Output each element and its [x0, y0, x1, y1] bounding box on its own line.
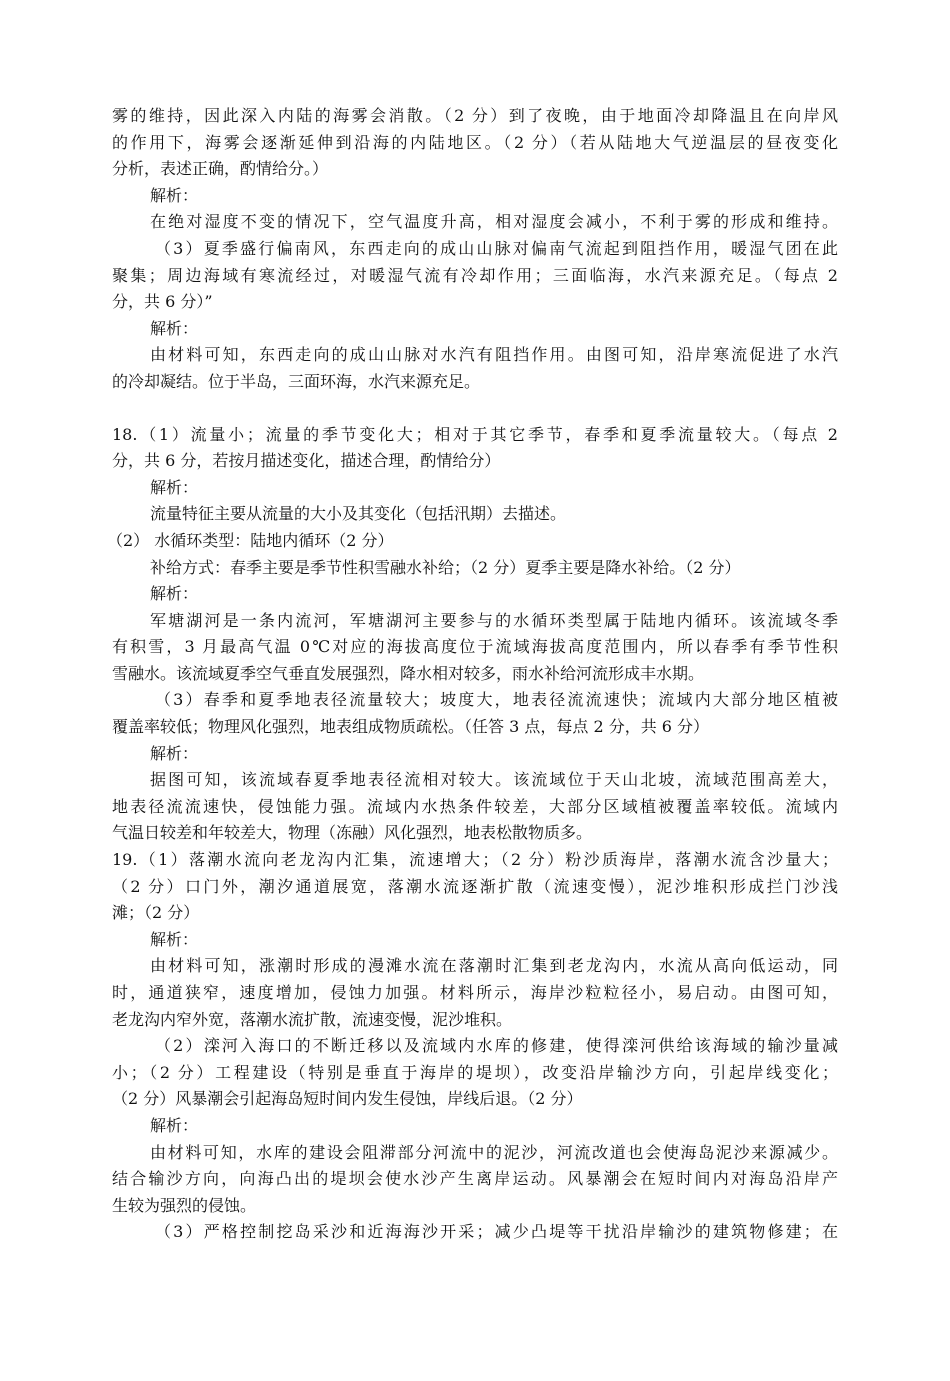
text-line: 分，共 6 分）” — [112, 292, 213, 312]
text-line: 生较为强烈的侵蚀。 — [112, 1195, 257, 1215]
text-line: 军塘湖河是一条内流河，军塘湖河主要参与的水循环类型属于陆地内循环。该流域冬季 — [150, 610, 838, 630]
analysis-label: 解析： — [150, 1115, 199, 1135]
text-line: （2） 水循环类型：陆地内循环（2 分） — [107, 530, 394, 550]
text-line: （2）滦河入海口的不断迁移以及流域内水库的修建，使得滦河供给该海域的输沙量减 — [155, 1036, 838, 1056]
text-line: 的冷却凝结。位于半岛，三面环海，水汽来源充足。 — [112, 371, 481, 391]
text-line: （3）春季和夏季地表径流量较大；坡度大，地表径流流速快；流域内大部分地区植被 — [155, 690, 838, 710]
analysis-label: 解析： — [150, 929, 199, 949]
question-18-line: 18.（1）流量小；流量的季节变化大；相对于其它季节，春季和夏季流量较大。（每点 2 — [112, 424, 838, 444]
text-line: 老龙沟内窄外宽，落潮水流扩散，流速变慢，泥沙堆积。 — [112, 1009, 513, 1029]
text-line: 小；（2 分）工程建设（特别是垂直于海岸的堤坝），改变沿岸输沙方向，引起岸线变化； — [112, 1062, 838, 1082]
text-line: （3）严格控制挖岛采沙和近海海沙开采；减少凸堤等干扰沿岸输沙的建筑物修建；在 — [155, 1222, 838, 1242]
text-line: （2 分）风暴潮会引起海岛短时间内发生侵蚀，岸线后退。（2 分） — [112, 1089, 583, 1109]
analysis-label: 解析： — [150, 318, 199, 338]
text-line: 雪融水。该流域夏季空气垂直发展强烈，降水相对较多，雨水补给河流形成丰水期。 — [112, 663, 705, 683]
text-line: 补给方式：春季主要是季节性积雪融水补给；（2 分）夏季主要是降水补给。（2 分） — [150, 557, 741, 577]
text-line: 由材料可知，东西走向的成山山脉对水汽有阻挡作用。由图可知，沿岸寒流促进了水汽 — [150, 345, 838, 365]
text-line: 地表径流流速快，侵蚀能力强。流域内水热条件较差，大部分区域植被覆盖率较低。流域内 — [112, 796, 838, 816]
text-line: 结合输沙方向，向海凸出的堤坝会使水沙产生离岸运动。风暴潮会在短时间内对海岛沿岸产 — [112, 1169, 838, 1189]
text-line: 由材料可知，水库的建设会阻滞部分河流中的泥沙，河流改道也会使海岛泥沙来源减少。 — [150, 1142, 838, 1162]
text-line: 分，共 6 分，若按月描述变化，描述合理，酌情给分） — [112, 451, 501, 471]
analysis-label: 解析： — [150, 185, 199, 205]
text-line: 的作用下，海雾会逐渐延伸到沿海的内陆地区。（2 分）（若从陆地大气逆温层的昼夜变化 — [112, 132, 838, 152]
text-line: 覆盖率较低；物理风化强烈，地表组成物质疏松。（任答 3 点，每点 2 分，共 6 分） — [112, 717, 710, 737]
analysis-label: 解析： — [150, 743, 199, 763]
text-line: 时，通道狭窄，速度增加，侵蚀力加强。材料所示，海岸沙粒粒径小，易启动。由图可知， — [112, 983, 838, 1002]
question-19-line: 19.（1）落潮水流向老龙沟内汇集，流速增大；（2 分）粉沙质海岸，落潮水流含沙量大； — [112, 850, 838, 870]
text-line: 据图可知，该流域春夏季地表径流相对较大。该流域位于天山北坡，流域范围高差大， — [150, 770, 838, 790]
text-line: 滩；（2 分） — [112, 903, 200, 923]
text-line: （3）夏季盛行偏南风，东西走向的成山山脉对偏南气流起到阻挡作用，暖湿气团在此 — [155, 238, 838, 258]
text-line: 雾的维持，因此深入内陆的海雾会消散。（2 分）到了夜晚，由于地面冷却降温且在向岸风 — [112, 106, 838, 125]
text-line: 由材料可知，涨潮时形成的漫滩水流在落潮时汇集到老龙沟内，水流从高向低运动，同 — [150, 956, 838, 976]
analysis-label: 解析： — [150, 584, 199, 604]
analysis-label: 解析： — [150, 477, 199, 497]
text-line: 分析，表述正确，酌情给分。） — [112, 159, 329, 179]
text-line: 流量特征主要从流量的大小及其变化（包括汛期）去描述。 — [150, 504, 567, 524]
document-page — [107, 103, 842, 1246]
text-line: 有积雪，3 月最高气温 0℃对应的海拔高度位于流域海拔高度范围内，所以春季有季节性积 — [112, 637, 838, 657]
text-line: 在绝对湿度不变的情况下，空气温度升高，相对湿度会减小，不利于雾的形成和维持。 — [150, 212, 838, 232]
text-line: 聚集；周边海域有寒流经过，对暖湿气流有冷却作用；三面临海，水汽来源充足。（每点 2 — [112, 265, 838, 285]
text-line: （2 分）口门外，潮汐通道展宽，落潮水流逐渐扩散（流速变慢），泥沙堆积形成拦门沙浅 — [112, 876, 838, 896]
text-line: 气温日较差和年较差大，物理（冻融）风化强烈，地表松散物质多。 — [112, 823, 593, 843]
